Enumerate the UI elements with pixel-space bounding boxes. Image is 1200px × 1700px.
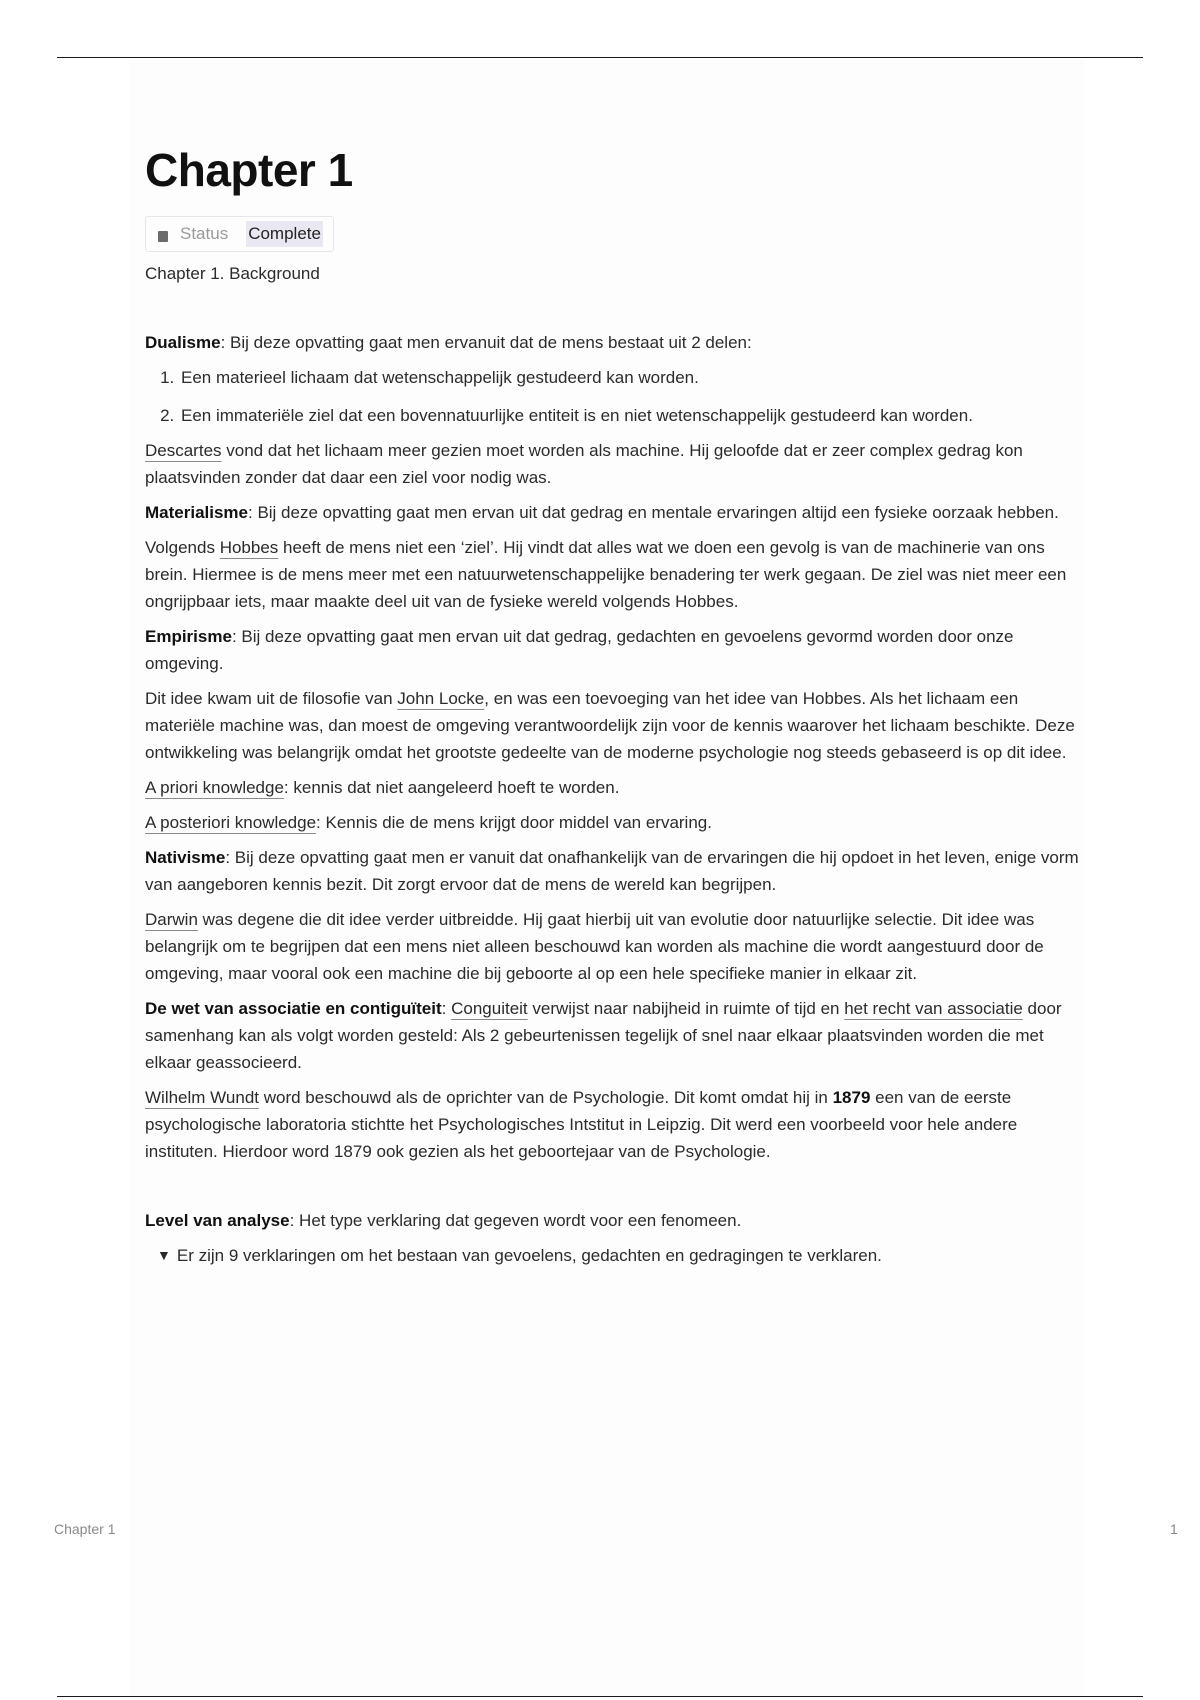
term-associatie: De wet van associatie en contiguïteit [145,999,442,1018]
text-dualisme: : Bij deze opvatting gaat men ervanuit dat de mens bestaat uit 2 delen: [220,333,752,352]
mid-associatie: verwijst naar nabijheid in ruimte of tijd en [527,999,845,1018]
text-empirisme: : Bij deze opvatting gaat men ervan uit dat gedrag, gedachten en gevoelens gevormd worden door onze omgeving. [145,627,1014,673]
subtitle: Chapter 1. Background [145,264,320,283]
link-descartes[interactable]: Descartes [145,441,222,460]
status-property[interactable] [145,216,334,252]
paragraph-apriori [145,774,1090,801]
paragraph-materialisme [145,499,1090,526]
page-title: Chapter 1 [145,144,353,196]
link-conguiteit[interactable]: Conguiteit [451,999,528,1018]
term-materialisme: Materialisme [145,503,248,522]
document-body [145,140,1090,1270]
text-nativisme: : Bij deze opvatting gaat men er vanuit dat onafhankelijk van de ervaringen die hij opdoet in het leven, enige vorm van aangeboren kennis bezit. Dit zorgt ervoor dat de mens de wereld kan begrijpen. [145,848,1079,894]
text-aposteriori: : Kennis die de mens krijgt door middel van ervaring. [316,813,712,832]
term-empirisme: Empirisme [145,627,232,646]
toggle-block[interactable] [145,1242,1090,1270]
footer-title: Chapter 1 [54,1521,116,1537]
text-wundt: een van de eerste psychologische laboratoria stichtte het Psychologisches Intstitut in Leipzig. Dit werd een voorbeeld voor hele andere instituten. Hierdoor word 1879 ook gezien als het geboortejaar van de Psychologie. [145,1088,1018,1161]
term-level: Level van analyse [145,1211,290,1230]
numbered-list [145,364,1090,429]
list-item: 2. Een immateriële ziel dat een bovennatuurlijke entiteit is en niet wetenschappelijk gestudeerd kan worden. [179,402,1090,429]
paragraph-descartes [145,437,1090,491]
link-darwin[interactable]: Darwin [145,910,198,929]
paragraph-empirisme [145,623,1090,677]
triangle-down-icon[interactable]: ▼ [157,1247,171,1263]
paragraph-dualisme [145,329,1090,356]
link-john-locke[interactable]: John Locke [397,689,485,708]
paragraph-nativisme [145,844,1090,898]
status-icon [158,231,168,242]
text-level: : Het type verklaring dat gegeven wordt voor een fenomeen. [289,1211,742,1230]
year-1879: 1879 [832,1088,871,1107]
status-value[interactable]: Complete [246,221,323,247]
text-descartes: vond dat het lichaam meer gezien moet worden als machine. Hij geloofde dat er zeer complex gedrag kon plaatsvinden zonder dat daar een ziel voor nodig was. [145,441,1023,487]
paragraph-associatie [145,995,1090,1076]
paragraph-locke [145,685,1090,766]
paragraph-darwin [145,906,1090,987]
top-rule [57,57,1143,58]
bottom-rule [57,1696,1143,1697]
status-label: Status [180,224,229,243]
term-nativisme: Nativisme [145,848,226,867]
paragraph-aposteriori [145,809,1090,836]
pre-wundt: word beschouwd als de oprichter van de Psychologie. Dit komt omdat hij in [259,1088,833,1107]
paragraph-hobbes [145,534,1090,615]
page-number: 1 [1170,1521,1178,1537]
text-hobbes: heeft de mens niet een ‘ziel’. Hij vindt dat alles wat we doen een gevolg is van de machinerie van ons brein. Hiermee is de mens meer met een natuurwetenschappelijke benadering ter werk gegaan. De ziel was niet meer een ongrijpbaar iets, maar maakte deel uit van de fysieke wereld volgends Hobbes. [145,538,1067,611]
link-a-priori[interactable]: A priori knowledge [145,778,284,797]
term-dualisme: Dualisme [145,333,221,352]
paragraph-level [145,1207,1090,1234]
text-locke: , en was een toevoeging van het idee van Hobbes. Als het lichaam een materiële machine was, dan moest de omgeving verantwoordelijk zijn voor de kennis waarover het lichaam beschikte. Deze ontwikkeling was belangrijk omdat het grootste gedeelte van de moderne psychologie nog steeds gebaseerd is op dit idee. [145,689,1075,762]
text-materialisme: : Bij deze opvatting gaat men ervan uit dat gedrag en mentale ervaringen altijd een fysieke oorzaak hebben. [248,503,1059,522]
sep-associatie: : [441,999,452,1018]
text-darwin: was degene die dit idee verder uitbreidde. Hij gaat hierbij uit van evolutie door natuurlijke selectie. Dit idee was belangrijk om te begrijpen dat een mens niet alleen beschouwd kan worden als machine die wordt aangestuurd door de omgeving, maar vooral ook een machine die bij geboorte al op een hele specifieke manier in elkaar zit. [145,910,1044,983]
link-recht-van-associatie[interactable]: het recht van associatie [844,999,1023,1018]
text-apriori: : kennis dat niet aangeleerd hoeft te worden. [283,778,620,797]
pre-locke: Dit idee kwam uit de filosofie van [145,689,398,708]
list-item: 1. Een materieel lichaam dat wetenschappelijk gestudeerd kan worden. [179,364,1090,391]
pre-hobbes: Volgends [145,538,220,557]
link-a-posteriori[interactable]: A posteriori knowledge [145,813,317,832]
paragraph-wundt [145,1084,1090,1165]
link-hobbes[interactable]: Hobbes [219,538,279,557]
link-wilhelm-wundt[interactable]: Wilhelm Wundt [145,1088,259,1107]
toggle-text: Er zijn 9 verklaringen om het bestaan van gevoelens, gedachten en gedragingen te verklaren. [176,1246,882,1265]
text-associatie: door samenhang kan als volgt worden gesteld: Als 2 gebeurtenissen tegelijk of snel naar elkaar plaatsvinden worden die met elkaar geassocieerd. [145,999,1062,1072]
